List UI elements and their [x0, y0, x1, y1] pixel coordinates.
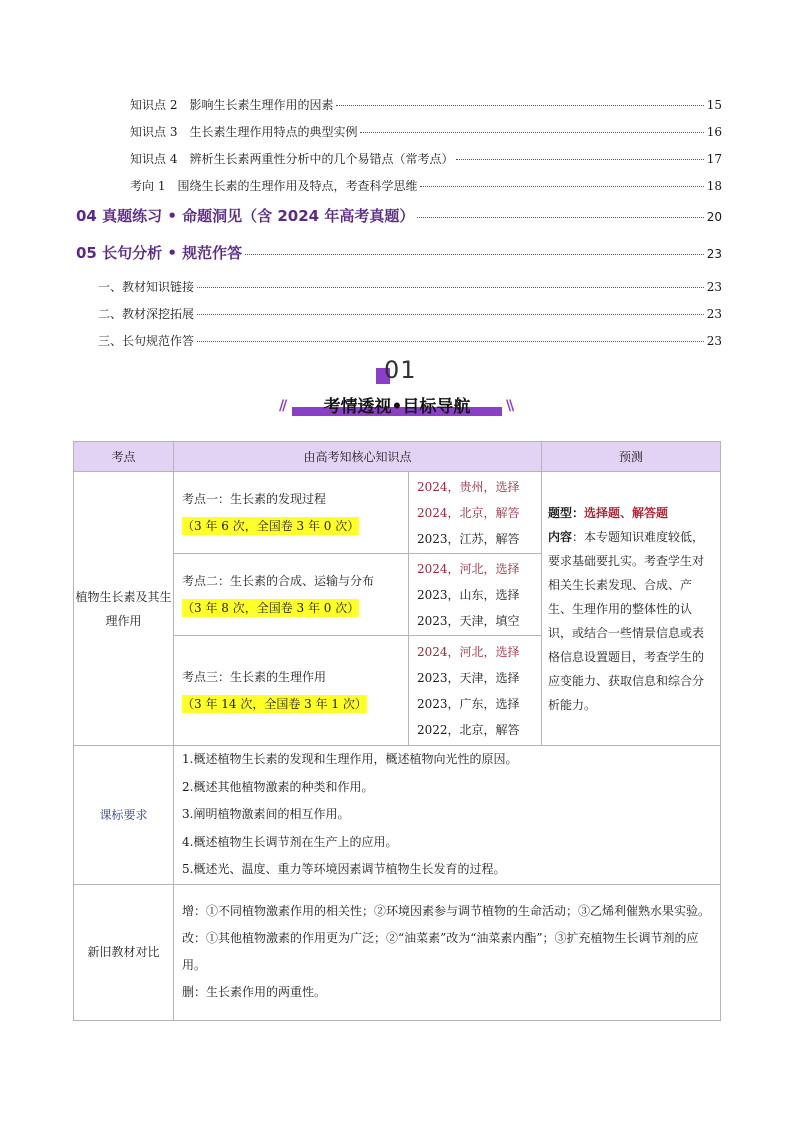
requirement-item: 4.概述植物生长调节剂在生产上的应用。	[182, 834, 398, 849]
prediction-content-label: 内容	[548, 529, 573, 544]
exam-list-cell	[409, 472, 542, 554]
requirements-cell	[174, 746, 721, 885]
requirements-label: 课标要求	[74, 746, 174, 885]
toc-leader	[245, 253, 704, 255]
exam-item: 2022，北京，解答	[417, 722, 520, 737]
toc-page: 16	[706, 125, 722, 139]
toc-entry[interactable]	[98, 332, 722, 349]
section-title	[292, 392, 502, 418]
toc-leader	[197, 340, 704, 342]
exam-item: 2023，天津，选择	[417, 670, 520, 685]
exam-item: 2023，广东，选择	[417, 696, 520, 711]
exam-list-cell	[409, 636, 542, 746]
section-title-text: 考情透视•目标导航	[323, 397, 471, 417]
toc-entry-chapter[interactable]	[76, 205, 722, 226]
toc-leader	[197, 286, 704, 288]
table-row	[74, 472, 721, 554]
toc-page: 23	[706, 280, 722, 294]
exam-item: 2024，河北，选择	[417, 644, 520, 659]
exam-list-cell	[409, 554, 542, 636]
comparison-add: 增：①不同植物激素作用的相关性；②环境因素参与调节植物的生命活动；③乙烯利催熟水果实验。	[182, 904, 711, 918]
toc-leader	[197, 313, 704, 315]
requirement-item: 1.概述植物生长素的发现和生理作用，概述植物向光性的原因。	[182, 752, 518, 766]
knowledge-point-stat: （3 年 6 次，全国卷 3 年 0 次）	[182, 518, 360, 533]
prediction-content-text: ：本专题知识难度较低，要求基础要扎实。考查学生对相关生长素发现、合成、产生、生理作用的整体性的认识，或结合一些情景信息或表格信息设置题目，考查学生的应变能力、获取信息和综合分析能力。	[548, 529, 705, 712]
prediction-type-label: 题型：	[548, 505, 585, 520]
knowledge-point-name: 考点三：生长素的生理作用	[182, 669, 327, 684]
toc-entry[interactable]	[130, 96, 722, 113]
knowledge-point-cell	[174, 554, 409, 636]
exam-item: 2023，江苏，解答	[417, 531, 520, 546]
knowledge-point-name: 考点二：生长素的合成、运输与分布	[182, 573, 375, 588]
exam-item: 2023，山东，选择	[417, 587, 520, 602]
category-cell: 植物生长素及其生理作用	[74, 472, 174, 746]
toc-entry[interactable]	[98, 278, 722, 295]
table-header-row	[74, 442, 721, 472]
toc-label: 04 真题练习 • 命题洞见（含 2024 年高考真题）	[76, 207, 415, 225]
toc-leader	[420, 185, 703, 187]
header-cell: 由高考知核心知识点	[174, 442, 542, 472]
toc-page: 20	[706, 210, 722, 224]
comparison-cell	[174, 884, 721, 1020]
knowledge-point-stat: （3 年 8 次，全国卷 3 年 0 次）	[182, 600, 360, 615]
toc-label: 知识点 2 影响生长素生理作用的因素	[130, 98, 334, 112]
toc-label: 知识点 4 辨析生长素两重性分析中的几个易错点（常考点）	[130, 152, 454, 166]
toc-page: 23	[706, 334, 722, 348]
header-cell: 预测	[542, 442, 721, 472]
requirement-item: 5.概述光、温度、重力等环境因素调节植物生长发育的过程。	[182, 862, 506, 876]
exam-item: 2024，河北，选择	[417, 561, 520, 576]
toc-entry-chapter[interactable]	[76, 242, 722, 263]
knowledge-point-name: 考点一：生长素的发现过程	[182, 491, 327, 506]
toc-label: 二、教材深挖拓展	[98, 307, 195, 321]
toc-label: 考向 1 围绕生长素的生理作用及特点，考查科学思维	[130, 179, 418, 193]
decor-slash-left: //	[279, 398, 286, 414]
requirement-item: 2.概述其他植物激素的种类和作用。	[182, 779, 374, 794]
comparison-label: 新旧教材对比	[74, 884, 174, 1020]
toc-page: 18	[706, 179, 722, 193]
toc-label: 三、长句规范作答	[98, 334, 195, 348]
prediction-type-value: 选择题、解答题	[584, 505, 669, 520]
knowledge-point-cell	[174, 472, 409, 554]
toc-entry[interactable]	[130, 150, 722, 167]
comparison-change: 改：①其他植物激素的作用更为广泛；②“油菜素”改为“油菜素内酯”；③扩充植物生长调节剂的应用。	[182, 931, 699, 972]
toc-leader	[456, 158, 703, 160]
knowledge-point-cell	[174, 636, 409, 746]
prediction-cell	[542, 472, 721, 746]
toc-page: 23	[706, 307, 722, 321]
table-row	[74, 884, 721, 1020]
toc-leader	[417, 216, 703, 218]
toc-entry[interactable]	[130, 123, 722, 140]
exam-item: 2024，北京，解答	[417, 505, 520, 520]
toc-label: 知识点 3 生长素生理作用特点的典型实例	[130, 125, 358, 139]
comparison-delete: 删：生长素作用的两重性。	[182, 985, 327, 999]
toc-leader	[360, 131, 703, 133]
header-cell: 考点	[74, 442, 174, 472]
knowledge-point-stat: （3 年 14 次，全国卷 3 年 1 次）	[182, 696, 367, 711]
decor-slash-right: \\	[506, 398, 513, 414]
requirement-item: 3.阐明植物激素间的相互作用。	[182, 807, 350, 821]
toc-label: 一、教材知识链接	[98, 280, 195, 294]
section-number: 01	[384, 356, 417, 384]
toc-page: 17	[706, 152, 722, 166]
toc-leader	[336, 104, 703, 106]
toc-entry[interactable]	[130, 177, 722, 194]
toc-page: 15	[706, 98, 722, 112]
exam-analysis-table	[73, 441, 721, 1021]
exam-item: 2023，天津，填空	[417, 613, 520, 628]
exam-item: 2024，贵州，选择	[417, 479, 520, 494]
toc-label: 05 长句分析 • 规范作答	[76, 244, 243, 262]
toc-entry[interactable]	[98, 305, 722, 322]
table-row	[74, 746, 721, 885]
toc-page: 23	[706, 247, 722, 261]
